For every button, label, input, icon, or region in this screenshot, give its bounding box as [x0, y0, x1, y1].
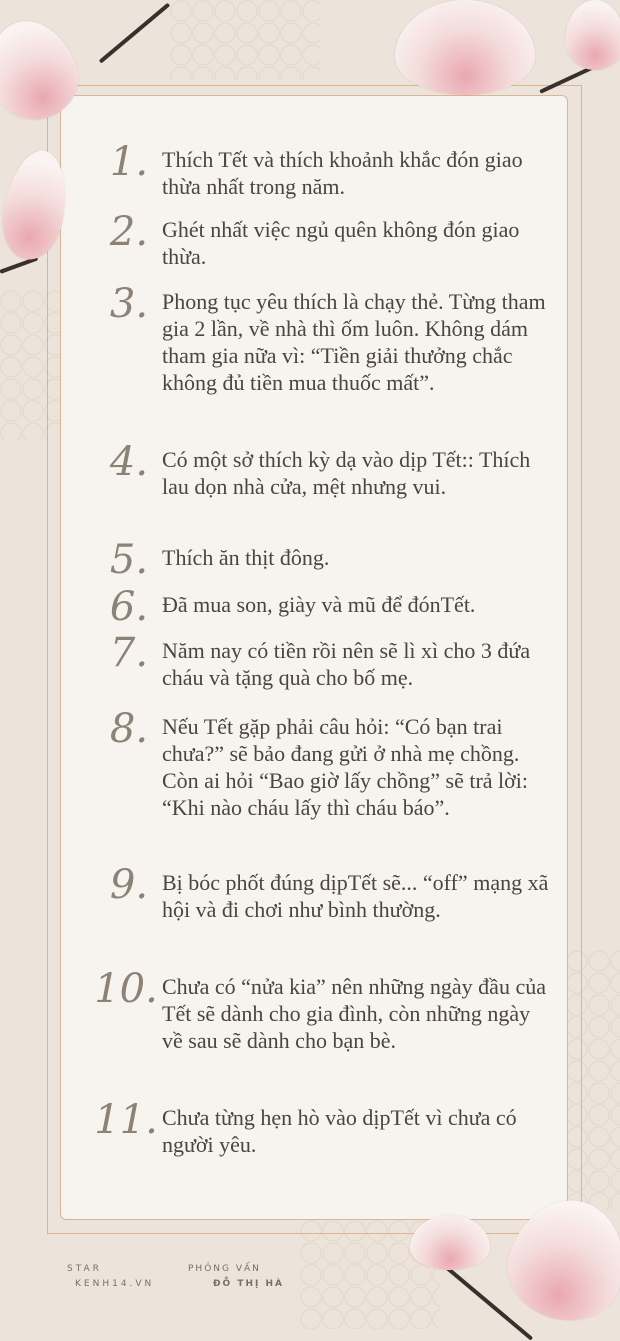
- item-text: Đã mua son, giày và mũ để đónTết.: [162, 592, 476, 617]
- item-number: 3.: [109, 281, 149, 327]
- footer-source-label: STAR: [67, 1264, 102, 1274]
- item-text: Nếu Tết gặp phải câu hỏi: “Có bạn trai chưa?” sẽ bảo đang gửi ở nhà mẹ chồng. Còn ai hỏi “Bao giờ lấy chồng” sẽ trả lời: “Khi nào cháu lấy thì cháu báo”.: [162, 714, 529, 820]
- item-text: Có một sở thích kỳ dạ vào dịp Tết:: Thích lau dọn nhà cửa, mệt nhưng vui.: [162, 447, 531, 499]
- item-number: 2.: [109, 209, 149, 255]
- item-number: 1.: [109, 139, 149, 185]
- item-text: Năm nay có tiền rồi nên sẽ lì xì cho 3 đứa cháu và tặng quà cho bố mẹ.: [162, 638, 531, 690]
- item-number: 9.: [109, 862, 149, 908]
- item-text: Chưa có “nửa kia” nên những ngày đầu của Tết sẽ dành cho gia đình, còn những ngày về sau sẽ dành cho bạn bè.: [162, 974, 546, 1053]
- item-text: Thích Tết và thích khoảnh khắc đón giao thừa nhất trong năm.: [162, 147, 523, 199]
- item-number: 8.: [109, 706, 149, 752]
- footer-interview-value: ĐỖ THỊ HÀ: [213, 1279, 284, 1289]
- item-text: Thích ăn thịt đông.: [162, 545, 330, 570]
- item-number: 6.: [109, 584, 149, 630]
- item-text: Bị bóc phốt đúng dịpTết sẽ... “off” mạng xã hội và đi chơi như bình thường.: [162, 870, 549, 922]
- footer-interview-label: PHỎNG VẤN: [188, 1264, 261, 1274]
- footer-source-value: KENH14.VN: [75, 1279, 155, 1289]
- magnolia-flower: [395, 0, 535, 95]
- item-number: 5.: [109, 537, 149, 583]
- item-number: 11.: [94, 1097, 158, 1143]
- branch-decoration: [99, 3, 171, 64]
- item-text: Phong tục yêu thích là chạy thẻ. Từng tham gia 2 lần, về nhà thì ốm luôn. Không dám tham gia nữa vì: “Tiền giải thưởng chắc không đủ tiền mua thuốc mất”.: [162, 289, 546, 395]
- item-number: 4.: [109, 439, 149, 485]
- content-card: [60, 95, 568, 1220]
- background-pattern: [170, 0, 320, 80]
- item-text: Chưa từng hẹn hò vào dịpTết vì chưa có người yêu.: [162, 1105, 517, 1157]
- magnolia-flower: [565, 0, 620, 70]
- item-number: 10.: [94, 966, 158, 1012]
- item-text: Ghét nhất việc ngủ quên không đón giao thừa.: [162, 217, 520, 269]
- item-number: 7.: [109, 630, 149, 676]
